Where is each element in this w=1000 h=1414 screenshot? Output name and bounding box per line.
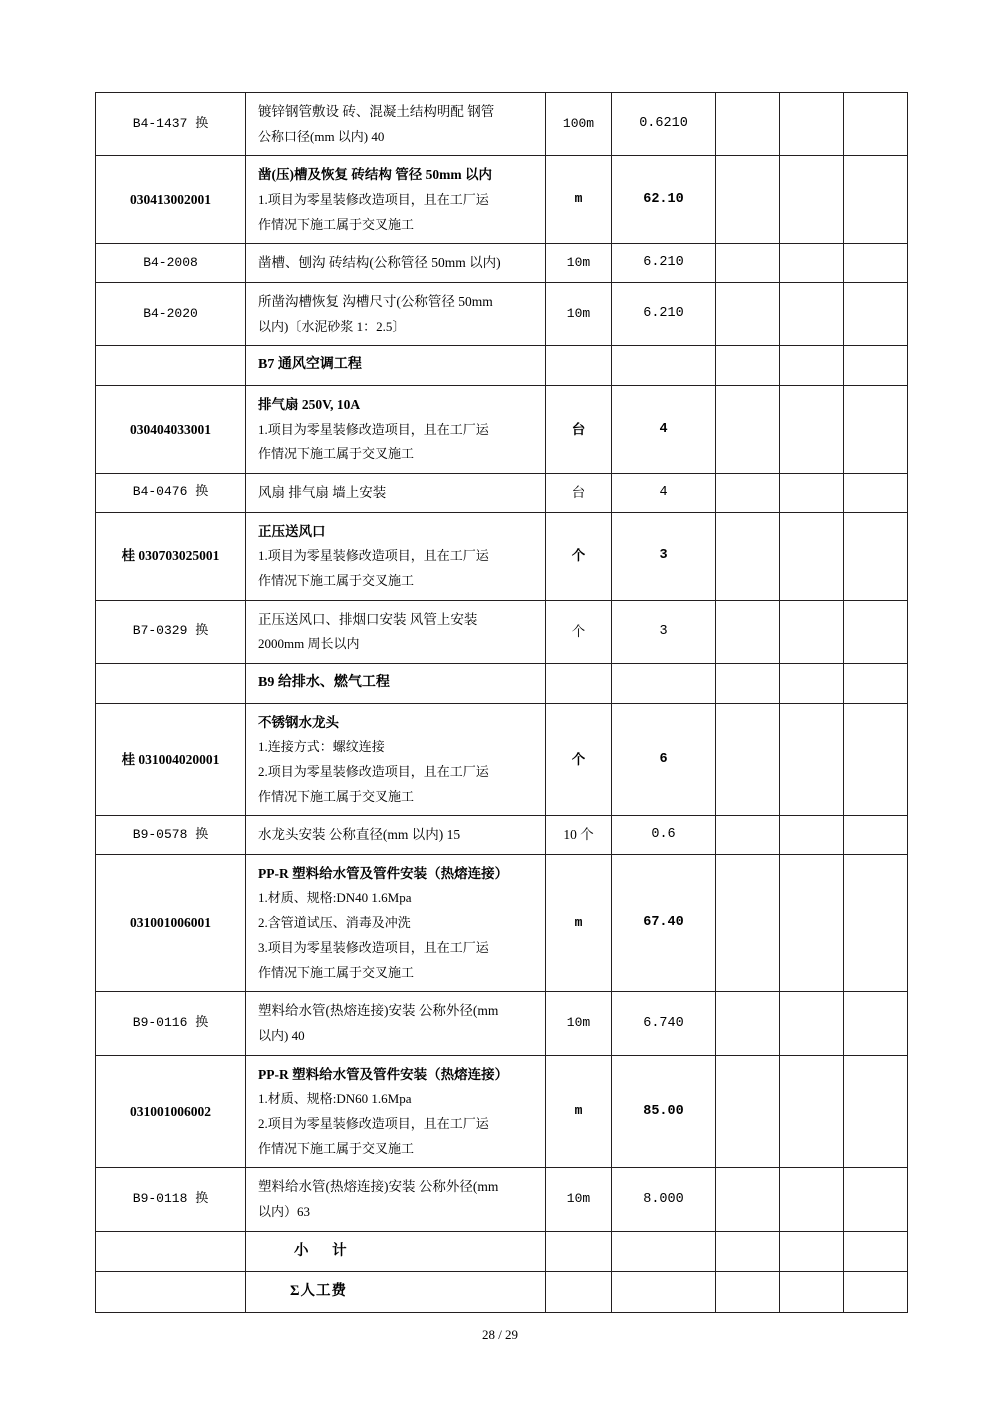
- row-blank-cell: [844, 156, 908, 244]
- row-unit: 10m: [546, 244, 612, 283]
- row-blank-cell: [780, 816, 844, 855]
- table-row: [96, 1168, 908, 1231]
- row-blank-cell: [844, 816, 908, 855]
- row-description: 水龙头安装 公称直径(mm 以内) 15: [246, 816, 546, 855]
- row-quantity: 62.10: [612, 156, 716, 244]
- table-row: [96, 1055, 908, 1168]
- row-blank-cell: [844, 1272, 908, 1313]
- row-blank-cell: [780, 244, 844, 283]
- row-description: 排气扇 250V, 10A 1.项目为零星装修改造项目，且在工厂运 作情况下施工属于交叉施工: [246, 385, 546, 473]
- row-blank-cell: [612, 1272, 716, 1313]
- row-description: 凿(压)槽及恢复 砖结构 管径 50mm 以内 1.项目为零星装修改造项目，且在工厂运 作情况下施工属于交叉施工: [246, 156, 546, 244]
- row-unit: 个: [546, 600, 612, 663]
- row-code: B9-0116 换: [96, 992, 246, 1055]
- row-code: B9-0578 换: [96, 816, 246, 855]
- row-blank-cell: [716, 244, 780, 283]
- row-blank-cell: [716, 816, 780, 855]
- row-code: [96, 346, 246, 386]
- row-blank-cell: [716, 156, 780, 244]
- row-quantity: 4: [612, 385, 716, 473]
- table-row: [96, 473, 908, 512]
- row-blank-cell: [844, 600, 908, 663]
- row-description: 所凿沟槽恢复 沟槽尺寸(公称管径 50mm 以内)〔水泥砂浆 1：2.5〕: [246, 282, 546, 345]
- row-blank-cell: [716, 282, 780, 345]
- row-blank-cell: [612, 663, 716, 703]
- row-blank-cell: [844, 854, 908, 991]
- row-blank-cell: [612, 346, 716, 386]
- row-quantity: 8.000: [612, 1168, 716, 1231]
- row-quantity: 6.740: [612, 992, 716, 1055]
- row-blank-cell: [716, 1168, 780, 1231]
- row-unit: 台: [546, 385, 612, 473]
- row-code: 桂 031004020001: [96, 703, 246, 816]
- row-description: 正压送风口、排烟口安装 风管上安装 2000mm 周长以内: [246, 600, 546, 663]
- row-code: 030404033001: [96, 385, 246, 473]
- row-description: PP-R 塑料给水管及管件安装（热熔连接） 1.材质、规格:DN40 1.6Mpa 2.含管道试压、消毒及冲洗 3.项目为零星装修改造项目，且在工厂运 作情况下施工属于交叉施工: [246, 854, 546, 991]
- row-blank-cell: [716, 992, 780, 1055]
- bill-table-body: [96, 93, 908, 1313]
- row-code: 030413002001: [96, 156, 246, 244]
- row-code: 桂 030703025001: [96, 512, 246, 600]
- row-unit: 10m: [546, 282, 612, 345]
- row-unit: 个: [546, 512, 612, 600]
- row-code: [96, 1272, 246, 1313]
- row-quantity: 0.6: [612, 816, 716, 855]
- row-blank-cell: [844, 663, 908, 703]
- row-blank-cell: [780, 512, 844, 600]
- row-blank-cell: [716, 1272, 780, 1313]
- row-code: B4-0476 换: [96, 473, 246, 512]
- row-code: 031001006001: [96, 854, 246, 991]
- row-blank-cell: [844, 346, 908, 386]
- row-blank-cell: [780, 600, 844, 663]
- row-unit: m: [546, 156, 612, 244]
- row-blank-cell: [612, 1231, 716, 1272]
- row-blank-cell: [780, 156, 844, 244]
- row-quantity: 3: [612, 512, 716, 600]
- row-blank-cell: [844, 282, 908, 345]
- row-blank-cell: [844, 703, 908, 816]
- row-description: 镀锌钢管敷设 砖、混凝土结构明配 钢管 公称口径(mm 以内) 40: [246, 93, 546, 156]
- row-quantity: 4: [612, 473, 716, 512]
- row-section-title: B9 给排水、燃气工程: [246, 663, 546, 703]
- row-blank-cell: [844, 1168, 908, 1231]
- table-row: [96, 93, 908, 156]
- row-blank-cell: [546, 1231, 612, 1272]
- row-quantity: 67.40: [612, 854, 716, 991]
- table-row: [96, 816, 908, 855]
- row-code: B4-2020: [96, 282, 246, 345]
- table-row: [96, 346, 908, 386]
- row-blank-cell: [716, 703, 780, 816]
- row-blank-cell: [716, 1231, 780, 1272]
- row-description: 塑料给水管(热熔连接)安装 公称外径(mm 以内) 40: [246, 992, 546, 1055]
- row-code: B4-1437 换: [96, 93, 246, 156]
- row-blank-cell: [716, 346, 780, 386]
- table-row: [96, 244, 908, 283]
- row-blank-cell: [844, 1231, 908, 1272]
- row-quantity: 85.00: [612, 1055, 716, 1168]
- row-blank-cell: [546, 1272, 612, 1313]
- row-unit: 100m: [546, 93, 612, 156]
- row-section-title: B7 通风空调工程: [246, 346, 546, 386]
- row-description: 塑料给水管(热熔连接)安装 公称外径(mm 以内）63: [246, 1168, 546, 1231]
- table-row: [96, 1272, 908, 1313]
- row-blank-cell: [716, 473, 780, 512]
- row-blank-cell: [780, 346, 844, 386]
- row-blank-cell: [780, 1272, 844, 1313]
- table-row: [96, 854, 908, 991]
- row-description: PP-R 塑料给水管及管件安装（热熔连接） 1.材质、规格:DN60 1.6Mpa 2.项目为零星装修改造项目，且在工厂运 作情况下施工属于交叉施工: [246, 1055, 546, 1168]
- row-description: 正压送风口 1.项目为零星装修改造项目，且在工厂运 作情况下施工属于交叉施工: [246, 512, 546, 600]
- row-description: 不锈钢水龙头 1.连接方式：螺纹连接 2.项目为零星装修改造项目，且在工厂运 作情况下施工属于交叉施工: [246, 703, 546, 816]
- table-row: [96, 1231, 908, 1272]
- row-code: B7-0329 换: [96, 600, 246, 663]
- row-quantity: 6.210: [612, 282, 716, 345]
- page-number: 28 / 29: [481, 1327, 519, 1342]
- row-unit: 10 个: [546, 816, 612, 855]
- row-blank-cell: [716, 1055, 780, 1168]
- row-blank-cell: [844, 473, 908, 512]
- table-row: [96, 282, 908, 345]
- table-row: [96, 385, 908, 473]
- row-unit: 10m: [546, 1168, 612, 1231]
- row-blank-cell: [546, 346, 612, 386]
- table-row: [96, 992, 908, 1055]
- row-code: 031001006002: [96, 1055, 246, 1168]
- row-blank-cell: [716, 854, 780, 991]
- row-blank-cell: [716, 663, 780, 703]
- row-blank-cell: [844, 1055, 908, 1168]
- row-blank-cell: [780, 1168, 844, 1231]
- row-total-label: Σ人工费: [246, 1272, 546, 1313]
- row-code: B4-2008: [96, 244, 246, 283]
- row-unit: m: [546, 854, 612, 991]
- table-row: [96, 156, 908, 244]
- row-blank-cell: [780, 703, 844, 816]
- row-blank-cell: [844, 512, 908, 600]
- row-code: [96, 663, 246, 703]
- row-unit: m: [546, 1055, 612, 1168]
- row-blank-cell: [780, 93, 844, 156]
- row-quantity: 6.210: [612, 244, 716, 283]
- row-blank-cell: [780, 282, 844, 345]
- row-quantity: 3: [612, 600, 716, 663]
- row-blank-cell: [844, 385, 908, 473]
- row-blank-cell: [780, 1055, 844, 1168]
- row-blank-cell: [780, 663, 844, 703]
- table-row: [96, 663, 908, 703]
- row-unit: 台: [546, 473, 612, 512]
- row-description: 风扇 排气扇 墙上安装: [246, 473, 546, 512]
- row-blank-cell: [780, 473, 844, 512]
- table-row: [96, 703, 908, 816]
- row-blank-cell: [780, 854, 844, 991]
- row-blank-cell: [844, 244, 908, 283]
- row-blank-cell: [780, 385, 844, 473]
- row-unit: 个: [546, 703, 612, 816]
- row-code: B9-0118 换: [96, 1168, 246, 1231]
- row-blank-cell: [780, 992, 844, 1055]
- table-row: [96, 512, 908, 600]
- row-description: 凿槽、刨沟 砖结构(公称管径 50mm 以内): [246, 244, 546, 283]
- row-total-label: 小 计: [246, 1231, 546, 1272]
- row-blank-cell: [780, 1231, 844, 1272]
- row-blank-cell: [716, 93, 780, 156]
- bill-of-quantities-sheet: [95, 92, 907, 1313]
- row-blank-cell: [844, 992, 908, 1055]
- row-blank-cell: [546, 663, 612, 703]
- row-blank-cell: [716, 600, 780, 663]
- row-quantity: 6: [612, 703, 716, 816]
- row-blank-cell: [716, 512, 780, 600]
- row-code: [96, 1231, 246, 1272]
- row-blank-cell: [844, 93, 908, 156]
- table-row: [96, 600, 908, 663]
- row-quantity: 0.6210: [612, 93, 716, 156]
- row-unit: 10m: [546, 992, 612, 1055]
- row-blank-cell: [716, 385, 780, 473]
- bill-table: [95, 92, 908, 1313]
